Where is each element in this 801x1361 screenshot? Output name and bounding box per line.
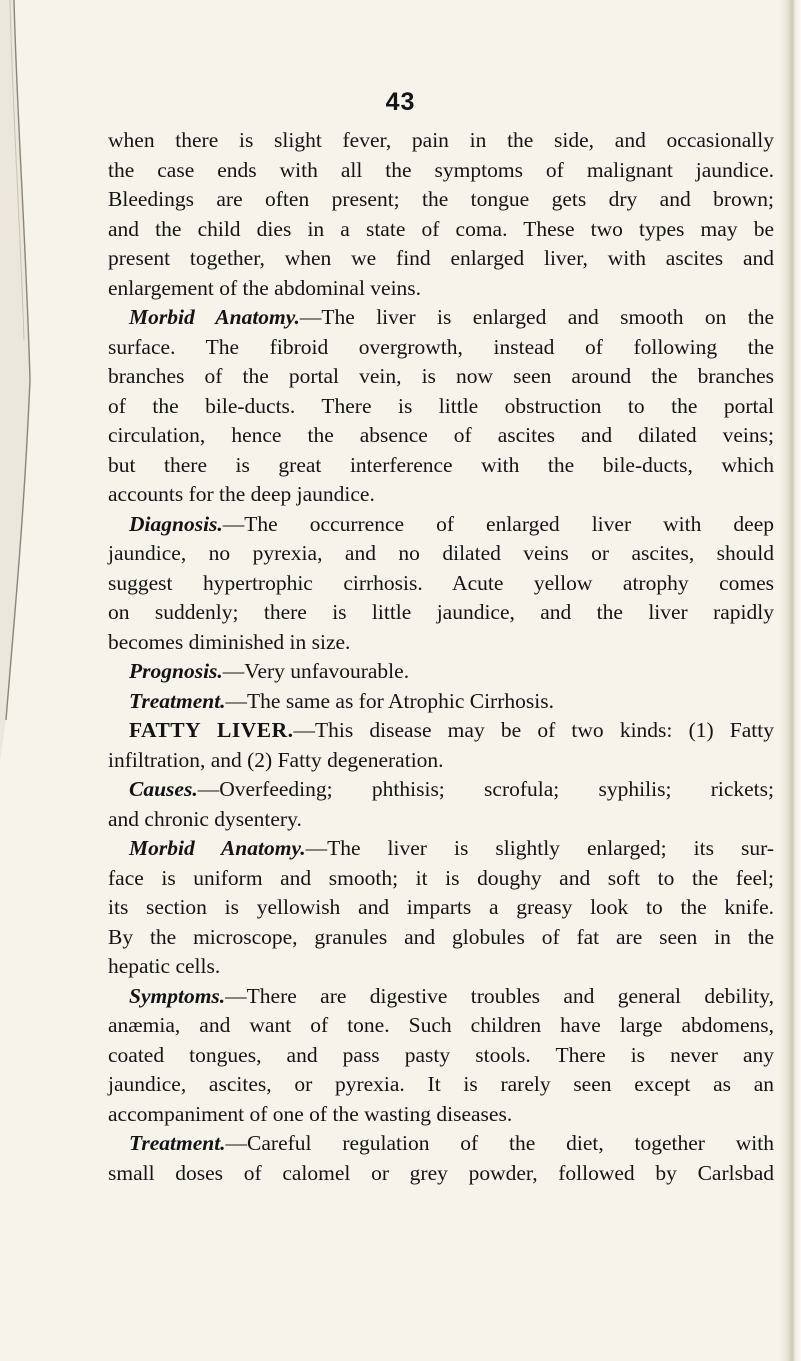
text-run: branches of the portal vein, is now seen around the branches <box>108 364 774 388</box>
text-run: accounts for the deep jaundice. <box>108 482 375 506</box>
text-line <box>108 274 774 304</box>
text-run: the case ends with all the symptoms of malignant jaundice. <box>108 157 774 182</box>
text-line <box>108 746 774 776</box>
text-run: —There are digestive troubles and general debility, <box>225 983 774 1008</box>
text-line <box>108 392 774 422</box>
text-run: small doses of calomel or grey powder, followed by Carlsbad <box>108 1160 774 1185</box>
page-edge-left <box>0 0 44 1361</box>
text-run: —Very unfavourable. <box>222 659 410 683</box>
text-line <box>108 569 774 599</box>
text-run: face is uniform and smooth; it is doughy and soft to the feel; <box>108 865 774 890</box>
text-line <box>108 215 774 245</box>
section-heading: Diagnosis. <box>129 511 223 536</box>
text-line <box>108 923 774 953</box>
text-run: —The occurrence of enlarged liver with deep <box>222 511 774 536</box>
text-run: but there is great interference with the bile-ducts, which <box>108 452 774 477</box>
text-line <box>108 333 774 363</box>
section-heading: Morbid Anatomy. <box>129 305 300 329</box>
text-run: becomes diminished in size. <box>108 629 351 654</box>
text-line <box>108 1100 774 1130</box>
text-run: —Careful regulation of the diet, together with <box>225 1131 774 1155</box>
section-heading: Causes. <box>129 777 198 801</box>
text-run: —The liver is enlarged and smooth on the <box>299 305 774 329</box>
text-line <box>108 1159 774 1189</box>
text-line <box>108 244 774 274</box>
text-run: hepatic cells. <box>108 954 221 978</box>
text-run: of the bile-ducts. There is little obstruction to the portal <box>108 393 774 418</box>
text-run: present together, when we find enlarged liver, with ascites and <box>108 246 774 270</box>
text-line <box>108 893 774 923</box>
text-line <box>108 657 774 687</box>
text-run: —The liver is slightly enlarged; its sur- <box>305 836 774 860</box>
text-run: —This disease may be of two kinds: (1) Fatty <box>293 718 774 742</box>
section-heading: Morbid Anatomy. <box>129 836 306 860</box>
text-line <box>108 480 774 510</box>
text-run: coated tongues, and pass pasty stools. There is never any <box>108 1042 774 1067</box>
text-run: Bleedings are often present; the tongue gets dry and brown; <box>108 187 774 211</box>
text-run: circulation, hence the absence of ascites and dilated veins; <box>108 423 774 447</box>
text-run: surface. The fibroid overgrowth, instead of following the <box>108 334 774 359</box>
text-line <box>108 303 774 333</box>
text-run: —The same as for Atrophic Cirrhosis. <box>225 688 554 713</box>
text-line <box>108 185 774 215</box>
text-line <box>108 126 774 156</box>
text-run: By the microscope, granules and globules of fat are seen in the <box>108 924 774 949</box>
text-run: when there is slight fever, pain in the side, and occasionally <box>108 128 774 152</box>
text-run: accompaniment of one of the wasting diseases. <box>108 1101 513 1126</box>
text-line <box>108 1041 774 1071</box>
text-line <box>108 539 774 569</box>
text-line <box>108 1011 774 1041</box>
text-run: and the child dies in a state of coma. These two types may be <box>108 216 774 241</box>
text-run: anæmia, and want of tone. Such children have large abdomens, <box>108 1013 774 1037</box>
text-line <box>108 598 774 628</box>
text-line <box>108 716 774 746</box>
text-run: enlargement of the abdominal veins. <box>108 275 422 300</box>
text-line <box>108 156 774 186</box>
body-text <box>108 126 774 1188</box>
text-line <box>108 362 774 392</box>
text-run: jaundice, no pyrexia, and no dilated veins or ascites, should <box>108 541 774 565</box>
text-line <box>108 1129 774 1159</box>
page-edge-right <box>779 0 801 1361</box>
text-run: and chronic dysentery. <box>108 806 302 831</box>
text-line <box>108 628 774 658</box>
text-line <box>108 805 774 835</box>
text-run: its section is yellowish and imparts a greasy look to the knife. <box>108 895 774 919</box>
text-line <box>108 864 774 894</box>
topic-heading: FATTY LIVER. <box>129 718 294 742</box>
text-line <box>108 421 774 451</box>
text-line <box>108 952 774 982</box>
text-line <box>108 510 774 540</box>
text-line <box>108 451 774 481</box>
text-run: infiltration, and (2) Fatty degeneration. <box>108 747 444 772</box>
text-line <box>108 775 774 805</box>
section-heading: Treatment. <box>129 688 226 713</box>
text-line <box>108 982 774 1012</box>
text-run: jaundice, ascites, or pyrexia. It is rarely seen except as an <box>108 1072 774 1096</box>
text-line <box>108 687 774 717</box>
text-run: on suddenly; there is little jaundice, and the liver rapidly <box>108 600 774 624</box>
section-heading: Treatment. <box>129 1131 226 1155</box>
text-run: suggest hypertrophic cirrhosis. Acute yellow atrophy comes <box>108 570 774 595</box>
text-line <box>108 834 774 864</box>
page-number: 43 <box>385 88 416 116</box>
section-heading: Symptoms. <box>129 983 226 1008</box>
text-run: —Overfeeding; phthisis; scrofula; syphilis; rickets; <box>197 777 774 801</box>
text-line <box>108 1070 774 1100</box>
section-heading: Prognosis. <box>129 659 223 683</box>
